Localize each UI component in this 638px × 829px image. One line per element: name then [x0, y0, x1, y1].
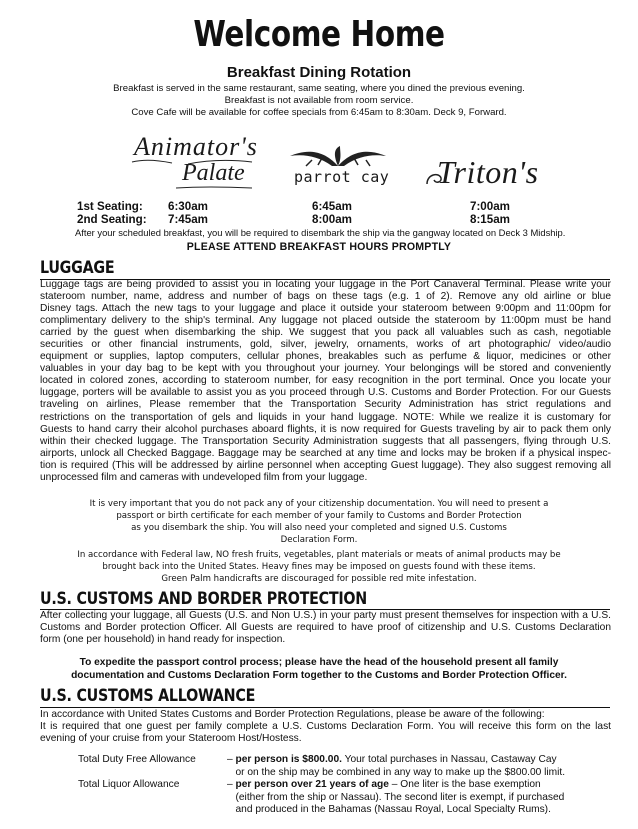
- luggage-line: securities or other financial instruments, gold, silver, jewelry, ornaments, works of art photographic/ video/audio: [40, 339, 611, 351]
- first-seating-label: 1st Seating:: [77, 200, 143, 213]
- expedite-note-1: To expedite the passport control process; please have the head of the household present all family: [79, 657, 559, 668]
- tritons-logo-text: Triton's: [437, 154, 539, 190]
- parrot-cay-logo-text: parrot cay: [294, 168, 390, 186]
- customs-line: form (one per household) in hand ready for inspection.: [40, 634, 286, 646]
- luggage-line: complimentary delivery to the ship's terminal. Any luggage not placed outside the stateroom by 11:00pm must be hand: [40, 315, 611, 327]
- animators-first-time: 6:30am: [168, 200, 208, 213]
- luggage-line: tion is required (This will be addressed by airline personnel when accepting Guest luggage). They also suggest removing all: [40, 459, 611, 471]
- page-subtitle: Breakfast Dining Rotation: [226, 64, 412, 81]
- luggage-heading: LUGGAGE: [40, 258, 115, 278]
- parrot-cay-logo: [282, 146, 394, 192]
- disembark-note: After your scheduled breakfast, you will be required to disembark the ship via the gangway located on Deck 3 Midship.: [75, 227, 566, 238]
- second-seating-label: 2nd Seating:: [77, 213, 147, 226]
- liquor-rest: – One liter is the base exemption: [388, 779, 541, 790]
- luggage-line: Disney tags. Attach the new tags to your luggage and place it outside your stateroom between 9:00pm and 11:00pm for: [40, 303, 611, 315]
- attend-note: PLEASE ATTEND BREAKFAST HOURS PROMPTLY: [186, 241, 452, 253]
- green-palm-note: Green Palm handicrafts are discouraged for possible red mite infestation.: [161, 574, 477, 584]
- luggage-line: restrictions on the transportation of gels and liquids in your hand luggage. NOTE: While we realize it is customary for: [40, 411, 611, 423]
- liquor-line2: (either from the ship or Nassau). The second liter is exempt, if purchased: [235, 791, 565, 803]
- liquor-text: – per person over 21 years of age – One liter is the base exemption (either from the ship or Nassau). The second liter is exempt, if purchased and produced in the Bahamas (Nassau Royal, Local Specialty Rums).: [227, 779, 565, 816]
- luggage-line: located in colored zones, according to stateroom number, for easy recognition in the port terminal. Once you locate your: [40, 375, 611, 387]
- breakfast-note-2: Breakfast is not available from room service.: [224, 95, 414, 106]
- federal-law-note-1: In accordance with Federal law, NO fresh fruits, vegetables, plant materials or meats of animal products may be: [77, 550, 561, 560]
- expedite-note-2: documentation and Customs Declaration Form together to the Customs and Border Protection Officer.: [71, 670, 567, 681]
- parrot-cay-second-time: 8:00am: [312, 213, 352, 226]
- duty-free-text: – per person is $800.00. Your total purchases in Nassau, Castaway Cay or on the ship may be combined in any way to make up the $800.00 limit.: [227, 754, 566, 778]
- citizenship-note-3: as you disembark the ship. You will also need your completed and signed U.S. Customs: [131, 523, 507, 533]
- duty-free-label: Total Duty Free Allowance: [78, 754, 196, 765]
- luggage-line: Luggage tags are being provided to assist you in locating your luggage in the Port Canaveral Terminal. Please write your: [40, 279, 611, 290]
- citizenship-note-4: Declaration Form.: [280, 535, 358, 545]
- customs-heading: U.S. CUSTOMS AND BORDER PROTECTION: [40, 589, 367, 609]
- allowance-heading: U.S. CUSTOMS ALLOWANCE: [40, 686, 256, 706]
- luggage-line: Guests to hand carry their alcohol purchases aboard flights, it is now required for Guests traveling by air to pack them only: [40, 423, 611, 435]
- customs-paragraph: [40, 610, 611, 646]
- luggage-line: within their checked luggage. The Transportation Security Administration suggests that all passengers, flying through U.S.: [40, 435, 611, 447]
- liquor-line3: and produced in the Bahamas (Nassau Royal, Local Specialty Rums).: [235, 804, 551, 816]
- luggage-line: valuables in your day bag to be kept with you throughout your journey. Your belongings will be stored and conveniently: [40, 363, 611, 375]
- page-title: Welcome Home: [193, 14, 445, 55]
- luggage-line: airports, unlock all Checked Baggage. Baggage may be searched at any time and locks may be broken if a physical inspec-: [40, 447, 611, 459]
- luggage-line: carried by the guest when disembarking the ship. We suggest that you pack all valuables such as cash, negotiable: [40, 327, 611, 339]
- allowance-paragraph: [40, 709, 611, 745]
- parrot-cay-first-time: 6:45am: [312, 200, 352, 213]
- animators-second-time: 7:45am: [168, 213, 208, 226]
- animators-logo-line2: Palate: [182, 160, 245, 186]
- citizenship-note-2: passport or birth certificate for each member of your family to Customs and Border Protection: [116, 511, 522, 521]
- luggage-line: stateroom number, name, address and number of bags on these tags (e.g. 1 of 2). Remove any old airline or blue: [40, 291, 611, 303]
- allowance-rule: [40, 707, 610, 708]
- animators-logo-line1: Animator's: [134, 132, 258, 161]
- tritons-first-time: 7:00am: [470, 200, 510, 213]
- luggage-line: equipment or supplies, laptop computers, cellular phones, breakables such as perfume & liquor, medicines or other: [40, 351, 611, 363]
- duty-free-rest: Your total purchases in Nassau, Castaway Cay: [341, 754, 557, 765]
- animators-palate-logo: [128, 132, 256, 192]
- allowance-line: evening of your cruise from your Stateroom Host/Hostess.: [40, 733, 302, 745]
- liquor-label: Total Liquor Allowance: [78, 779, 180, 790]
- customs-line: Customs and Border protection Officer. All Guests are required to have proof of citizenship and U.S. Customs Declaration: [40, 622, 611, 634]
- allowance-line: In accordance with United States Customs and Border Protection Regulations, please be aware of the following:: [40, 709, 545, 720]
- citizenship-note-1: It is very important that you do not pack any of your citizenship documentation. You will need to present a: [89, 499, 549, 509]
- duty-free-bold: per person is $800.00.: [235, 754, 342, 765]
- breakfast-note-1: Breakfast is served in the same restaurant, same seating, where you dined the previous evening.: [113, 83, 525, 94]
- duty-free-line2: or on the ship may be combined in any way to make up the $800.00 limit.: [235, 766, 566, 778]
- tritons-logo: [425, 150, 551, 196]
- customs-line: After collecting your luggage, all Guests (U.S. and Non U.S.) in your party must present themselves for inspection with a U.S.: [40, 610, 611, 621]
- federal-law-note-2: brought back into the United States. Heavy fines may be imposed on guests found with these items.: [102, 562, 536, 572]
- luggage-line: traveling on airlines, Please remember that the Transportation Security Administration has strict regulations and: [40, 399, 611, 411]
- luggage-paragraph: [40, 279, 611, 484]
- breakfast-note-3: Cove Cafe will be available for coffee specials from 6:45am to 8:30am. Deck 9, Forward.: [131, 107, 507, 118]
- liquor-bold: per person over 21 years of age: [235, 779, 389, 790]
- allowance-line: It is required that one guest per family complete a U.S. Customs Declaration Form. You will receive this form on the last: [40, 721, 611, 733]
- tritons-second-time: 8:15am: [470, 213, 510, 226]
- palm-leaves-icon: [282, 146, 394, 170]
- luggage-line: luggage, porters will be available to assist you as you proceed through U.S. Customs and Border Protection. For our Guests: [40, 387, 611, 399]
- luggage-line: unprocessed film and cameras with undeveloped film from your luggage.: [40, 471, 368, 483]
